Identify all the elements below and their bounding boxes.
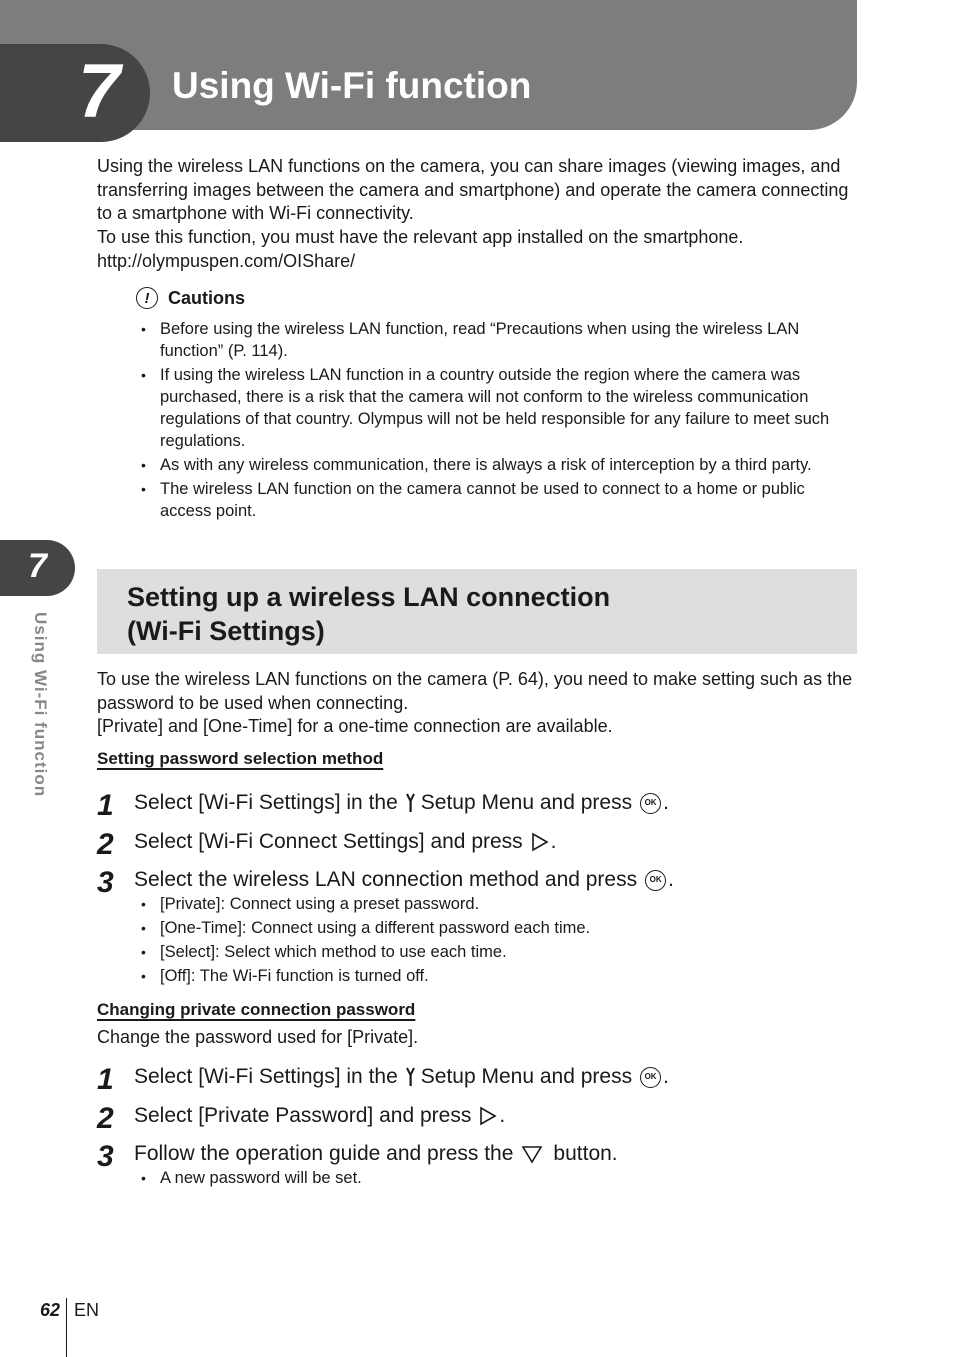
step-2: 2 Select [Wi-Fi Connect Settings] and press .	[97, 828, 557, 861]
step-1: 1 Select [Wi-Fi Settings] in the Setup Menu and press OK .	[97, 789, 669, 822]
intro-app-note: To use this function, you must have the relevant app installed on the smartphone.	[97, 227, 744, 247]
down-arrow-icon	[521, 1144, 543, 1164]
step-number: 1	[97, 1063, 114, 1096]
section-paragraph: To use the wireless LAN functions on the camera (P. 64), you need to make setting such as the password to be used when connecting.	[97, 669, 853, 713]
ok-button-icon: OK	[640, 793, 661, 814]
subheading-password-method: Setting password selection method	[97, 749, 384, 768]
list-item: • The wireless LAN function on the camera cannot be used to connect to a home or public access point.	[140, 478, 840, 522]
language-code: EN	[74, 1300, 100, 1320]
chapter-number-tab	[0, 44, 150, 142]
chapter-title: Using Wi-Fi function	[172, 65, 532, 106]
list-item: • If using the wireless LAN function in a country outside the region where the camera was purchased, there is a risk that the camera will not conform to the wireless communication regulations of that country. Olympus will not be held responsible for any failure to meet such regulations.	[140, 364, 840, 452]
ok-button-icon: OK	[645, 870, 666, 891]
section-title	[127, 580, 827, 648]
private-password-notes	[140, 1166, 840, 1190]
right-arrow-icon	[479, 1106, 497, 1126]
step-number: 3	[97, 866, 114, 899]
section-title-line: (Wi-Fi Settings)	[127, 616, 325, 646]
cautions-list	[140, 318, 840, 524]
list-item: • [Private]: Connect using a preset password.	[140, 892, 840, 916]
step-3: 3 Follow the operation guide and press the button.	[97, 1140, 618, 1173]
wrench-setup-icon	[406, 1067, 415, 1087]
subheading-private-password: Changing private connection password	[97, 1000, 416, 1019]
page-number: 62	[40, 1300, 61, 1320]
list-item: • Before using the wireless LAN function, read “Precautions when using the wireless LAN function” (P. 114).	[140, 318, 840, 362]
step-number: 1	[97, 789, 114, 822]
list-item: • [Select]: Select which method to use each time.	[140, 940, 840, 964]
section-availability-note: [Private] and [One-Time] for a one-time connection are available.	[97, 716, 613, 736]
cautions-heading	[136, 287, 245, 309]
side-chapter-number: 7	[28, 547, 47, 585]
step-number: 3	[97, 1140, 114, 1173]
connection-options-list	[140, 892, 840, 988]
step-number: 2	[97, 828, 114, 861]
caution-icon: !	[136, 287, 158, 309]
step-number: 2	[97, 1102, 114, 1135]
list-item: • [One-Time]: Connect using a different password each time.	[140, 916, 840, 940]
list-item: • As with any wireless communication, there is always a risk of interception by a third party.	[140, 454, 840, 476]
wrench-setup-icon	[406, 793, 415, 813]
private-password-description: Change the password used for [Private].	[97, 1027, 419, 1047]
ok-button-icon: OK	[640, 1067, 661, 1088]
section-title-line: Setting up a wireless LAN connection	[127, 582, 611, 612]
list-item: • [Off]: The Wi-Fi function is turned off.	[140, 964, 840, 988]
step-3: 3 Select the wireless LAN connection method and press OK .	[97, 866, 674, 899]
side-chapter-label: Using Wi-Fi function	[31, 612, 50, 798]
list-item: • A new password will be set.	[140, 1166, 840, 1190]
cautions-title: Cautions	[168, 287, 246, 308]
step-2: 2 Select [Private Password] and press .	[97, 1102, 506, 1135]
right-arrow-icon	[531, 832, 549, 852]
intro-paragraph: Using the wireless LAN functions on the camera, you can share images (viewing images, and transferring images between the camera and smartphone) and operate the camera connecting to a smartphone with Wi-Fi connectivity.	[97, 156, 849, 223]
app-url: http://olympuspen.com/OIShare/	[97, 251, 356, 271]
step-1: 1 Select [Wi-Fi Settings] in the Setup Menu and press OK .	[97, 1063, 669, 1096]
chapter-number: 7	[78, 49, 121, 134]
footer-divider	[66, 1298, 67, 1357]
